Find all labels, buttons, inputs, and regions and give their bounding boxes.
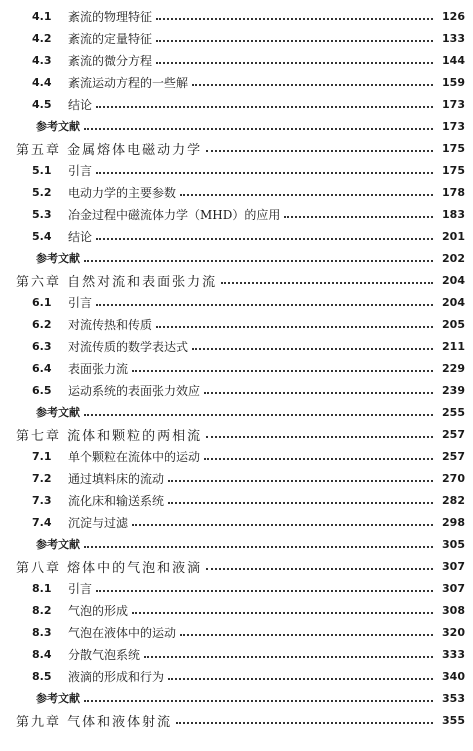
- dot-leader: [204, 458, 433, 460]
- section-number: 4.1: [32, 9, 52, 23]
- toc-entry: [0, 510, 473, 534]
- dot-leader: [180, 194, 433, 196]
- references-label: 参考文献: [36, 120, 80, 133]
- toc-entry: [0, 202, 473, 226]
- dot-leader: [132, 524, 433, 526]
- toc-entry: [0, 334, 473, 358]
- page-number: 183: [442, 207, 465, 221]
- toc-chapter-entry: [0, 422, 473, 446]
- entry-title: 液滴的形成和行为: [68, 669, 165, 684]
- section-number: 5.1: [32, 163, 52, 177]
- dot-leader: [84, 128, 433, 130]
- page-number: 308: [442, 603, 465, 617]
- page-number: 202: [442, 251, 465, 265]
- entry-title: 结论: [68, 97, 93, 112]
- toc-entry: [0, 312, 473, 336]
- toc-entry: [0, 466, 473, 490]
- dot-leader: [168, 678, 433, 680]
- page-number: 353: [442, 691, 465, 705]
- toc-references-entry: [0, 246, 473, 270]
- section-number: 5.4: [32, 229, 52, 243]
- entry-title: 单个颗粒在流体中的运动: [68, 449, 201, 464]
- page-number: 201: [442, 229, 465, 243]
- entry-title: 紊流运动方程的一些解: [68, 75, 189, 90]
- section-number: 6.5: [32, 383, 52, 397]
- page-number: 257: [442, 427, 465, 441]
- section-number: 8.4: [32, 647, 52, 661]
- dot-leader: [84, 546, 433, 548]
- page-number: 270: [442, 471, 465, 485]
- page-number: 173: [442, 119, 465, 133]
- entry-title: 沉淀与过滤: [68, 515, 129, 530]
- toc-chapter-entry: [0, 268, 473, 292]
- section-number: 6.4: [32, 361, 52, 375]
- references-label: 参考文献: [36, 406, 80, 419]
- toc-references-entry: [0, 686, 473, 710]
- toc-entry: [0, 26, 473, 50]
- entry-title: 引言: [68, 163, 93, 178]
- dot-leader: [84, 700, 433, 702]
- entry-title: 运动系统的表面张力效应: [68, 383, 201, 398]
- chapter-title: 第七章 流体和颗粒的两相流: [16, 428, 203, 444]
- dot-leader: [168, 502, 433, 504]
- page-number: 257: [442, 449, 465, 463]
- page-number: 282: [442, 493, 465, 507]
- dot-leader: [206, 568, 433, 570]
- section-number: 6.3: [32, 339, 52, 353]
- toc-references-entry: [0, 532, 473, 556]
- page-number: 159: [442, 75, 465, 89]
- section-number: 8.5: [32, 669, 52, 683]
- entry-title: 冶金过程中磁流体力学（MHD）的应用: [68, 207, 281, 222]
- dot-leader: [84, 414, 433, 416]
- section-number: 8.2: [32, 603, 52, 617]
- section-number: 7.2: [32, 471, 52, 485]
- toc-chapter-entry: [0, 554, 473, 578]
- entry-title: 分散气泡系统: [68, 647, 141, 662]
- toc-entry: [0, 356, 473, 380]
- entry-title: 紊流的微分方程: [68, 53, 153, 68]
- entry-title: 表面张力流: [68, 361, 129, 376]
- toc-entry: [0, 70, 473, 94]
- dot-leader: [156, 326, 433, 328]
- page-number: 355: [442, 713, 465, 727]
- section-number: 8.1: [32, 581, 52, 595]
- section-number: 6.1: [32, 295, 52, 309]
- entry-title: 引言: [68, 295, 93, 310]
- page-number: 340: [442, 669, 465, 683]
- toc-entry: [0, 444, 473, 468]
- page-number: 204: [442, 273, 465, 287]
- page-number: 298: [442, 515, 465, 529]
- page-number: 255: [442, 405, 465, 419]
- toc-entry: [0, 290, 473, 314]
- page-number: 239: [442, 383, 465, 397]
- page-number: 204: [442, 295, 465, 309]
- section-number: 5.2: [32, 185, 52, 199]
- toc-chapter-entry: [0, 136, 473, 160]
- references-label: 参考文献: [36, 252, 80, 265]
- entry-title: 对流传质的数学表达式: [68, 339, 189, 354]
- entry-title: 气泡在液体中的运动: [68, 625, 177, 640]
- section-number: 8.3: [32, 625, 52, 639]
- dot-leader: [192, 348, 433, 350]
- dot-leader: [132, 612, 433, 614]
- chapter-title: 第八章 熔体中的气泡和液滴: [16, 560, 203, 576]
- section-number: 7.3: [32, 493, 52, 507]
- dot-leader: [96, 106, 433, 108]
- chapter-title: 第五章 金属熔体电磁动力学: [16, 142, 203, 158]
- page-number: 305: [442, 537, 465, 551]
- toc-entry: [0, 664, 473, 688]
- page-number: 175: [442, 141, 465, 155]
- section-number: 5.3: [32, 207, 52, 221]
- toc-entry: [0, 378, 473, 402]
- dot-leader: [206, 150, 433, 152]
- page-number: 307: [442, 581, 465, 595]
- section-number: 4.2: [32, 31, 52, 45]
- section-number: 7.1: [32, 449, 52, 463]
- dot-leader: [96, 172, 433, 174]
- page-number: 173: [442, 97, 465, 111]
- dot-leader: [168, 480, 433, 482]
- dot-leader: [156, 62, 433, 64]
- toc-entry: [0, 92, 473, 116]
- dot-leader: [176, 722, 433, 724]
- entry-title: 结论: [68, 229, 93, 244]
- dot-leader: [96, 238, 433, 240]
- chapter-title: 第六章 自然对流和表面张力流: [16, 274, 218, 290]
- dot-leader: [206, 436, 433, 438]
- page-number: 144: [442, 53, 465, 67]
- page-number: 307: [442, 559, 465, 573]
- page-number: 175: [442, 163, 465, 177]
- page-number: 211: [442, 339, 465, 353]
- toc-entry: [0, 4, 473, 28]
- section-number: 7.4: [32, 515, 52, 529]
- entry-title: 气泡的形成: [68, 603, 129, 618]
- entry-title: 对流传热和传质: [68, 317, 153, 332]
- section-number: 6.2: [32, 317, 52, 331]
- dot-leader: [284, 216, 433, 218]
- section-number: 4.5: [32, 97, 52, 111]
- dot-leader: [221, 282, 433, 284]
- dot-leader: [204, 392, 433, 394]
- dot-leader: [156, 18, 433, 20]
- references-label: 参考文献: [36, 692, 80, 705]
- toc-entry: [0, 576, 473, 600]
- entry-title: 电动力学的主要参数: [68, 185, 177, 200]
- toc-entry: [0, 642, 473, 666]
- page-number: 229: [442, 361, 465, 375]
- page-number: 133: [442, 31, 465, 45]
- dot-leader: [192, 84, 433, 86]
- entry-title: 引言: [68, 581, 93, 596]
- page-number: 205: [442, 317, 465, 331]
- dot-leader: [180, 634, 433, 636]
- dot-leader: [156, 40, 433, 42]
- toc-entry: [0, 48, 473, 72]
- toc-references-entry: [0, 400, 473, 424]
- entry-title: 流化床和输送系统: [68, 493, 165, 508]
- toc-entry: [0, 180, 473, 204]
- toc-chapter-entry: [0, 708, 473, 732]
- toc-entry: [0, 488, 473, 512]
- page-number: 126: [442, 9, 465, 23]
- entry-title: 紊流的物理特征: [68, 9, 153, 24]
- dot-leader: [84, 260, 433, 262]
- dot-leader: [132, 370, 433, 372]
- page-number: 178: [442, 185, 465, 199]
- toc-references-entry: [0, 114, 473, 138]
- toc-entry: [0, 158, 473, 182]
- chapter-title: 第九章 气体和液体射流: [16, 714, 173, 730]
- page-number: 320: [442, 625, 465, 639]
- dot-leader: [144, 656, 433, 658]
- toc-entry: [0, 598, 473, 622]
- page-number: 333: [442, 647, 465, 661]
- section-number: 4.4: [32, 75, 52, 89]
- toc-entry: [0, 224, 473, 248]
- section-number: 4.3: [32, 53, 52, 67]
- dot-leader: [96, 304, 433, 306]
- toc-entry: [0, 620, 473, 644]
- entry-title: 紊流的定量特征: [68, 31, 153, 46]
- references-label: 参考文献: [36, 538, 80, 551]
- entry-title: 通过填料床的流动: [68, 471, 165, 486]
- dot-leader: [96, 590, 433, 592]
